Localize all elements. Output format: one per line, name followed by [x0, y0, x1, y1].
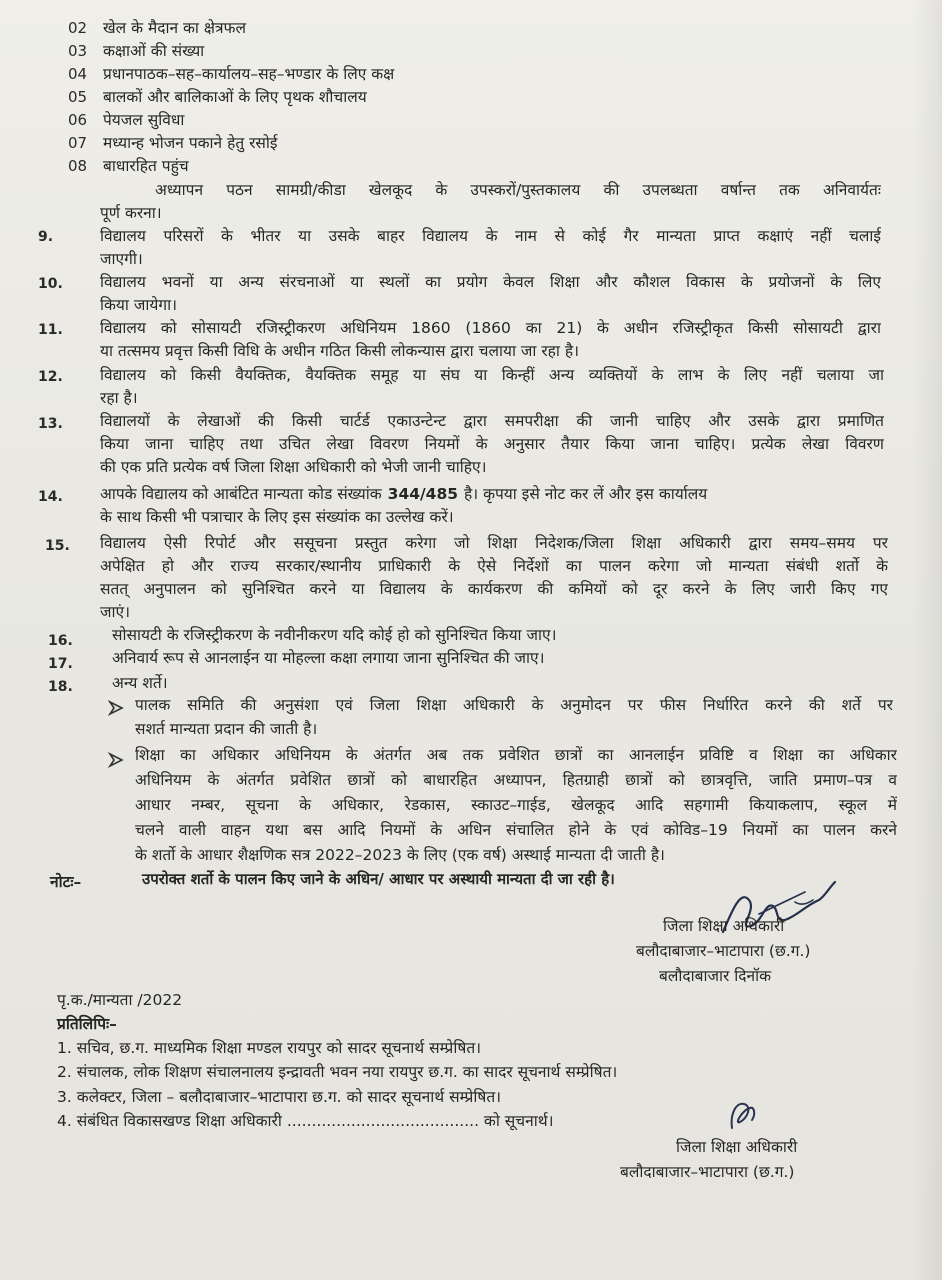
item-number: 15. — [45, 538, 70, 554]
sublist-number: 03 — [68, 42, 88, 60]
sublist-number: 08 — [68, 157, 88, 175]
item-number: 18. — [48, 679, 73, 695]
bullet-line: आधार नम्बर, सूचना के अधिकार, रेडकास, स्काउट–गाईड, खेलकूद आदि सहगामी कियाकलाप, स्कूल में — [135, 796, 897, 814]
sublist-text: बालकों और बालिकाओं के लिए पृथक शौचालय — [103, 88, 367, 106]
recognition-code: 344/485 — [387, 485, 459, 503]
note-label: नोटः– — [50, 873, 82, 891]
sublist-number: 05 — [68, 88, 88, 106]
sublist-text: मध्यान्ह भोजन पकाने हेतु रसोई — [103, 134, 278, 152]
sublist-number: 06 — [68, 111, 88, 129]
bullet-line: चलने वाली वाहन यथा बस आदि नियमों के अधिन संचालित होने के एवं कोविड–19 नियमों का पालन करने — [135, 821, 897, 839]
item-line — [100, 484, 888, 504]
item-number: 13. — [38, 416, 63, 432]
item-line: के साथ किसी भी पत्राचार के लिए इस संख्यांक का उल्लेख करें। — [100, 508, 454, 526]
signature-title: जिला शिक्षा अधिकारी — [663, 917, 785, 935]
bullet-line: अधिनियम के अंतर्गत प्रवेशित छात्रों को बाधारहित अध्यापन, हितग्राही छात्रों को छात्रवृत्ति, जाति प्रमाण–पत्र व — [135, 771, 897, 789]
item-line: विद्यालय भवनों या अन्य संरचनाओं या स्थलों का प्रयोग केवल शिक्षा और कौशल विकास के प्रयोजनों के लिए — [100, 273, 881, 291]
copy-line: 4. संबंधित विकासखण्ड शिक्षा अधिकारी ....................................... को सूचनार्थ। — [57, 1112, 554, 1130]
signature-place: बलौदाबाजार–भाटापारा (छ.ग.) — [620, 1163, 795, 1181]
item-number: 14. — [38, 489, 63, 505]
item-line: जाएं। — [100, 603, 130, 621]
sublist-number: 02 — [68, 19, 88, 37]
item-line: जाएगी। — [100, 250, 143, 268]
item-line: अन्य शर्ते। — [112, 674, 168, 692]
signature-mark — [722, 1096, 762, 1140]
item-line: विद्यालयों के लेखाओं की किसी चार्टर्ड एकाउन्टेन्ट द्वारा समपरीक्षा की जानी चाहिए और उसके द्वारा प्रमाणित — [100, 412, 884, 430]
item-line: विद्यालय को सोसायटी रजिस्ट्रीकरण अधिनियम 1860 (1860 का 21) के अधीन रजिस्ट्रीकृत किसी सोसायटी द्वारा — [100, 319, 881, 337]
item-line: विद्यालय ऐसी रिपोर्ट और ससूचना प्रस्तुत करेगा जो शिक्षा निदेशक/जिला शिक्षा अधिकारी द्वारा समय–समय पर — [100, 534, 888, 552]
arrow-bullet-icon — [108, 752, 124, 772]
item-line: सतत् अनुपालन को सुनिश्चित करने या विद्यालय के कार्यकरण की कमियों को दूर करने के लिए जारी किए गए — [100, 580, 888, 598]
item-line: अनिवार्य रूप से आनलाईन या मोहल्ला कक्षा लगाया जाना सुनिश्चित की जाए। — [112, 649, 545, 667]
item-number: 11. — [38, 322, 63, 338]
item-line: किया जायेगा। — [100, 296, 177, 314]
sublist-number: 07 — [68, 134, 88, 152]
signature-mark — [705, 874, 840, 948]
sublist-text: बाधारहित पहुंच — [103, 157, 189, 175]
signature-date-line: बलौदाबाजार दिनॉक — [659, 967, 772, 985]
page-edge-shadow — [912, 0, 942, 1280]
item-line: सोसायटी के रजिस्ट्रीकरण के नवीनीकरण यदि कोई हो को सुनिश्चित किया जाए। — [112, 626, 557, 644]
para-8-line: अध्यापन पठन सामग्री/कीडा खेलकूद के उपस्करों/पुस्तकालय की उपलब्धता वर्षान्त तक अनिवार्यतः — [155, 181, 881, 199]
sublist-text: खेल के मैदान का क्षेत्रफल — [103, 19, 246, 37]
item-number: 10. — [38, 276, 63, 292]
bullet-line: पालक समिति की अनुसंशा एवं जिला शिक्षा अधिकारी के अनुमोदन पर फीस निर्धारित करने की शर्ते पर — [135, 696, 893, 714]
item-line: अपेक्षित हो और राज्य सरकार/स्थानीय प्राधिकारी के ऐसे निर्देशों का पालन करेगा जो मान्यता संबंधी शर्तो के — [100, 557, 888, 575]
item-line: की एक प्रति प्रत्येक वर्ष जिला शिक्षा अधिकारी को भेजी जानी चाहिए। — [100, 458, 487, 476]
item-number: 16. — [48, 633, 73, 649]
item-number: 9. — [38, 229, 54, 245]
para-8-line: पूर्ण करना। — [100, 204, 162, 222]
note-text: उपरोक्त शर्तो के पालन किए जाने के अधिन/ आधार पर अस्थायी मान्यता दी जा रही है। — [142, 870, 615, 888]
item-line: या तत्समय प्रवृत्त किसी विधि के अधीन गठित किसी लोकन्यास द्वारा चलाया जा रहा है। — [100, 342, 579, 360]
sublist-text: पेयजल सुविधा — [103, 111, 185, 129]
bullet-line: के शर्तो के आधार शैक्षणिक सत्र 2022–2023 के लिए (एक वर्ष) अस्थाई मान्यता दी जाती है। — [135, 846, 665, 864]
bullet-line: शिक्षा का अधिकार अधिनियम के अंतर्गत अब तक प्रवेशित छात्रों का आनलाईन प्रविष्टि व शिक्षा का अधिकार — [135, 746, 897, 764]
item-number: 12. — [38, 369, 63, 385]
copy-line: 3. कलेक्टर, जिला – बलौदाबाजार–भाटापारा छ.ग. को सादर सूचनार्थ सम्प्रेषित। — [57, 1088, 502, 1106]
item-number: 17. — [48, 656, 73, 672]
reference-number: पृ.क./मान्यता /2022 — [57, 991, 183, 1009]
bullet-line: सशर्त मान्यता प्रदान की जाती है। — [135, 720, 318, 738]
sublist-text: कक्षाओं की संख्या — [103, 42, 205, 60]
sublist-number: 04 — [68, 65, 88, 83]
item-14-text-b: है। कृपया इसे नोट कर लें और इस कार्यालय — [464, 485, 708, 503]
signature-title: जिला शिक्षा अधिकारी — [676, 1138, 798, 1156]
item-line: रहा है। — [100, 389, 138, 407]
copy-heading: प्रतिलिपिः– — [57, 1015, 117, 1033]
copy-line: 2. संचालक, लोक शिक्षण संचालनालय इन्द्रावती भवन नया रायपुर छ.ग. का सादर सूचनार्थ सम्प्रेषित। — [57, 1063, 618, 1081]
arrow-bullet-icon — [108, 700, 124, 720]
item-line: विद्यालय परिसरों के भीतर या उसके बाहर विद्यालय के नाम से कोई गैर मान्यता प्राप्त कक्षाएं नहीं चलाई — [100, 227, 881, 245]
copy-line: 1. सचिव, छ.ग. माध्यमिक शिक्षा मण्डल रायपुर को सादर सूचनार्थ सम्प्रेषित। — [57, 1039, 482, 1057]
item-line: किया जाना चाहिए तथा उचित लेखा विवरण नियमों के अनुसार तैयार किया जाना चाहिए। प्रत्येक लेखा विवरण — [100, 435, 884, 453]
sublist-text: प्रधानपाठक–सह–कार्यालय–सह–भण्डार के लिए कक्ष — [103, 65, 395, 83]
item-14-text-a: आपके विद्यालय को आबंटित मान्यता कोड संख्यांक — [100, 485, 382, 503]
item-line: विद्यालय को किसी वैयक्तिक, वैयक्तिक समूह या संघ या किन्हीं अन्य व्यक्तियों के लाभ के लिए नहीं चलाया जा — [100, 366, 884, 384]
signature-place: बलौदाबाजार–भाटापारा (छ.ग.) — [636, 942, 811, 960]
